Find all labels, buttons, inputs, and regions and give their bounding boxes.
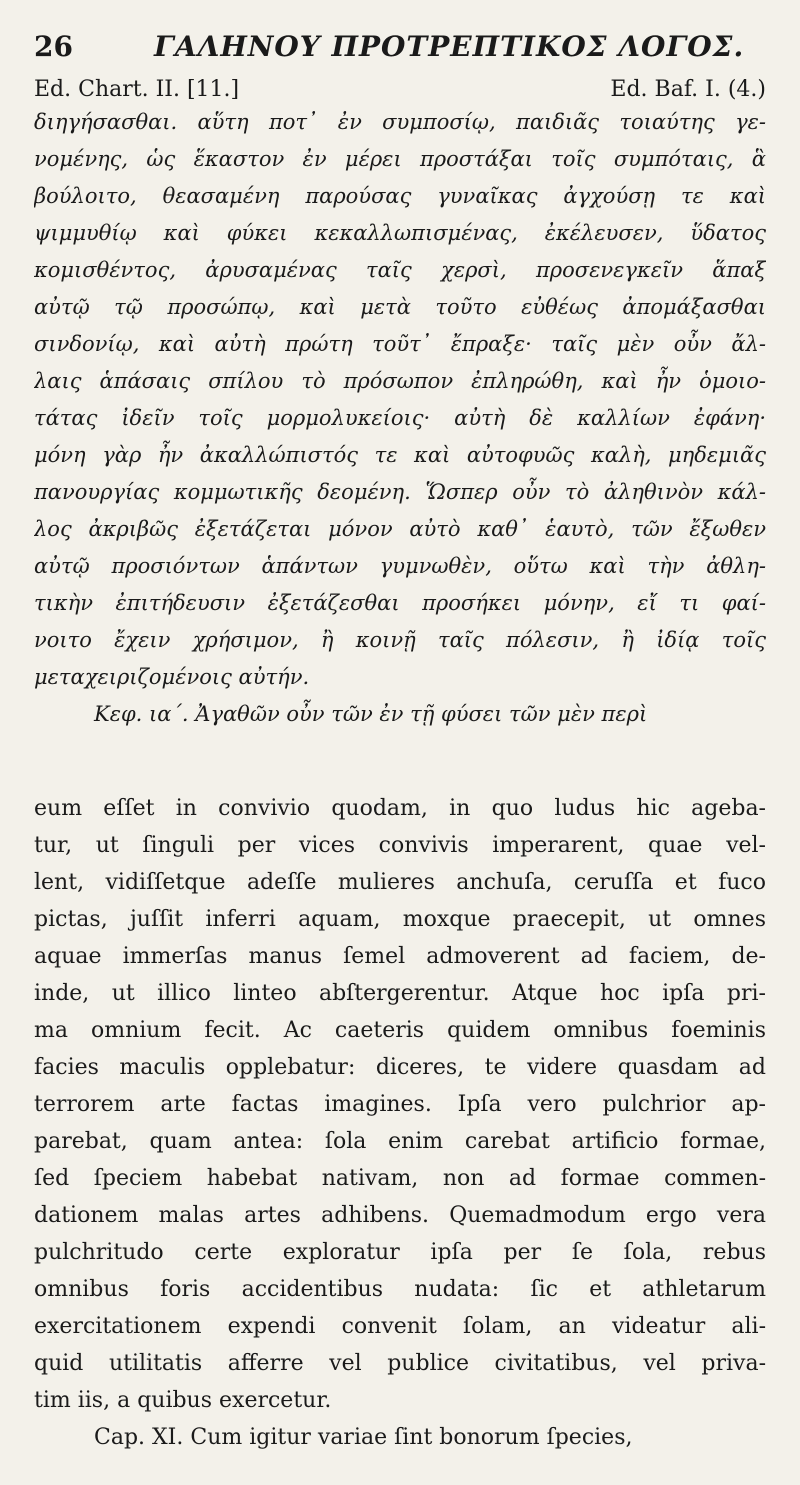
page-number: 26 — [34, 30, 73, 63]
greek-text-line: νομένης, ὡς ἕκαστον ἐν μέρει προστάξαι τοῖς συμπόταις, ἃ — [34, 147, 766, 171]
greek-text-line: μεταχειριζομένοις αὐτήν. — [34, 665, 310, 689]
latin-text-line: quid utilitatis afferre vel publice civitatibus, vel priva- — [34, 1351, 766, 1376]
latin-text-line: parebat, quam antea: ſola enim carebat artificio formae, — [34, 1129, 766, 1154]
latin-text-line: facies maculis opplebatur: diceres, te videre quasdam ad — [34, 1055, 766, 1080]
greek-text-line: αὐτῷ προσιόντων ἁπάντων γυμνωθὲν, οὕτω καὶ τὴν ἀθλη- — [34, 554, 766, 578]
latin-text-line: exercitationem expendi convenit ſolam, an videatur ali- — [34, 1314, 766, 1339]
latin-text-block — [34, 790, 766, 1456]
running-title: ΓΑΛΗΝΟΥ ΠΡΟΤΡΕΠΤΙΚΟΣ ΛΟΓΟΣ. — [154, 30, 745, 63]
latin-text-line: omnibus foris accidentibus nudata: ſic et athletarum — [34, 1277, 766, 1302]
greek-text-line: ψιμμυθίῳ καὶ φύκει κεκαλλωπισμένας, ἐκέλευσεν, ὕδατος — [34, 221, 766, 245]
greek-text-line: τικὴν ἐπιτήδευσιν ἐξετάζεσθαι προσήκει μόνην, εἴ τι φαί- — [34, 591, 766, 615]
latin-text-line: eum eſſet in convivio quodam, in quo ludus hic ageba- — [34, 796, 766, 821]
greek-text-line: αὐτῷ τῷ προσώπῳ, καὶ μετὰ τοῦτο εὐθέως ἀπομάξασθαι — [34, 295, 766, 319]
greek-text-line: διηγήσασθαι. αὕτη ποτ᾽ ἐν συμποσίῳ, παιδιᾶς τοιαύτης γε- — [34, 110, 766, 134]
greek-text-line: νοιτο ἔχειν χρήσιμον, ἢ κοινῇ ταῖς πόλεσιν, ἢ ἰδίᾳ τοῖς — [34, 628, 766, 652]
latin-text-line: ſed ſpeciem habebat nativam, non ad formae commen- — [34, 1166, 766, 1191]
latin-text-line: inde, ut illico linteo abſtergerentur. Atque hoc ipſa pri- — [34, 981, 766, 1006]
greek-text-line: πανουργίας κομμωτικῆς δεομένη. Ὥσπερ οὖν τὸ ἀληθινὸν κάλ- — [34, 480, 766, 504]
greek-text-line: μόνη γὰρ ἦν ἀκαλλώπιστός τε καὶ αὐτοφυῶς καλὴ, μηδεμιᾶς — [34, 443, 766, 467]
greek-text-line: κομισθέντος, ἀρυσαμένας ταῖς χερσὶ, προσενεγκεῖν ἅπαξ — [34, 258, 766, 282]
latin-text-line: tur, ut ſinguli per vices convivis imperarent, quae vel- — [34, 833, 766, 858]
greek-text-line: λαις ἁπάσαις σπίλου τὸ πρόσωπον ἐπληρώθη, καὶ ἦν ὁμοιο- — [34, 369, 766, 393]
edition-chart-reference: Ed. Chart. II. [11.] — [34, 77, 240, 102]
latin-text-line: dationem malas artes adhibens. Quemadmodum ergo vera — [34, 1203, 766, 1228]
latin-text-line: tim iis, a quibus exercetur. — [34, 1388, 332, 1413]
latin-text-line: pulchritudo certe exploratur ipſa per ſe ſola, rebus — [34, 1240, 766, 1265]
edition-basel-reference: Ed. Baf. I. (4.) — [610, 77, 766, 102]
latin-text-line: pictas, juſſit inferri aquam, moxque praecepit, ut omnes — [34, 907, 766, 932]
latin-text-line: lent, vidiſſetque adeſſe mulieres anchuſa, ceruſſa et fuco — [34, 870, 766, 895]
latin-text-line: aquae immerſas manus ſemel admoverent ad faciem, de- — [34, 944, 766, 969]
greek-text-line: τάτας ἰδεῖν τοῖς μορμολυκείοις· αὐτὴ δὲ καλλίων ἐφάνη· — [34, 406, 766, 430]
greek-text-line: Κεφ. ια΄. Ἀγαθῶν οὖν τῶν ἐν τῇ φύσει τῶν μὲν περὶ — [94, 702, 648, 726]
latin-text-line: terrorem arte factas imagines. Ipſa vero pulchrior ap- — [34, 1092, 766, 1117]
greek-text-line: λος ἀκριβῶς ἐξετάζεται μόνον αὐτὸ καθ᾽ ἑαυτὸ, τῶν ἔξωθεν — [34, 517, 766, 541]
greek-text-line: σινδονίῳ, καὶ αὐτὴ πρώτη τοῦτ᾽ ἔπραξε· ταῖς μὲν οὖν ἄλ- — [34, 332, 766, 356]
latin-text-line: Cap. XI. Cum igitur variae ſint bonorum ſpecies, — [94, 1425, 633, 1450]
latin-text-line: ma omnium fecit. Ac caeteris quidem omnibus foeminis — [34, 1018, 766, 1043]
greek-text-block — [34, 104, 766, 733]
greek-text-line: βούλοιτο, θεασαμένη παρούσας γυναῖκας ἀγχούσῃ τε καὶ — [34, 184, 766, 208]
